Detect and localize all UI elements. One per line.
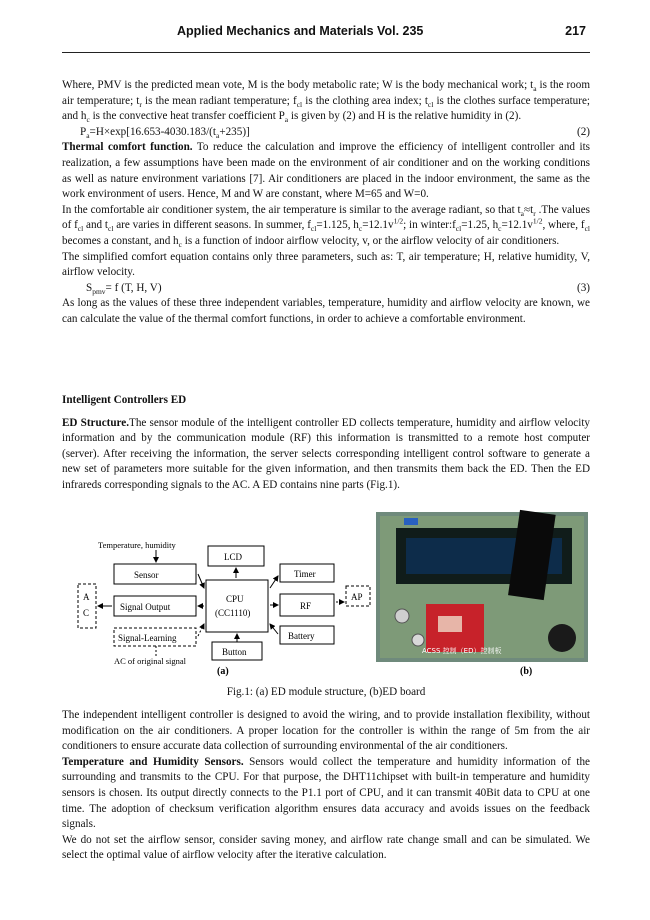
equation-number: (3) <box>577 281 590 294</box>
equation-3: $S_{pmv}= f$ (T, H, V) (3) <box>86 281 590 296</box>
running-header <box>62 22 590 46</box>
paragraph-airflow: We do not set the airflow sensor, consider saving money, and airflow rate change small and can be simulated. We select the optimal value of airflow velocity after the iterative calculation. <box>62 833 590 862</box>
figure-caption: Fig.1: (a) ED module structure, (b)ED board <box>226 686 426 698</box>
equation-2: $P_a=H\times\exp[16.653-4030.183/(t_a+235)]$ (2) <box>80 125 590 140</box>
cpu-label: CPU <box>226 594 244 604</box>
ap-label: AP <box>351 592 363 602</box>
text-block-section <box>62 393 590 494</box>
section-heading: Intelligent Controllers ED <box>62 394 187 406</box>
rf-label: RF <box>300 601 312 611</box>
figure-1 <box>62 508 590 678</box>
figure-diagram <box>62 508 590 678</box>
equation-number: (2) <box>577 125 590 138</box>
paragraph-simplified: The simplified comfort equation contains only three parameters, such as: T, air temperature; H, relative humidity, V, airflow velocity. <box>62 250 590 279</box>
lcd-label: LCD <box>224 552 242 562</box>
journal-title: Applied Mechanics and Materials Vol. 235 <box>177 24 424 38</box>
text-block-top <box>62 78 590 328</box>
ac-c-label: C <box>83 608 90 618</box>
panel-b-label: (b) <box>520 666 533 677</box>
input-label: Temperature, humidity <box>98 540 176 550</box>
paragraph-thermal-comfort: Thermal comfort function. To reduce the calculation and improve the efficiency of intelligent controller and its realization, a few assumptions have been made on the environment of air conditioner and on the working conditions as well as nature environment variations [7]. Air conditioners are placed in the indoor environment, the same as the work environment of users. Hence, M and W are constant, where M=65 and W=0. <box>62 141 590 201</box>
cpu-model-label: (CC1110) <box>215 608 251 618</box>
paragraph-variables: Where, PMV is the predicted mean vote, M is the body metabolic rate; W is the body mechanical work; $t_a$ is the room air temperature; $t_r$ is the mean radiant temperature; $f_{cl}$ is the clothing area index; $t_{cl}$ is the clothes surface temperature; and $h_c$ is the convective heat transfer coefficient $P_a$ is given by (2) and H is the relative humidity in (2). <box>62 79 590 125</box>
sensor-label: Sensor <box>134 570 159 580</box>
ac-label: AC of original signal <box>114 656 187 666</box>
paragraph-comfortable-system: In the comfortable air conditioner system, the air temperature is similar to the average radiant, so that $t_a\approx t_r$ .The values of $f_{cl}$ and $t_{cl}$ are varies in different seasons. In summer, $f_{cl}=1.125$, $h_c=12.1v^{1/2}$; in $winter:f_{cl}=1.25$, $h_c=12.1v^{1/2}$, where, $f_{cl}$ becomes a constant, and $h_c$ is a function of indoor airflow velocity, v, or the airflow velocity of air conditioners. <box>62 203 590 250</box>
cpu-box <box>206 580 268 632</box>
ac-box <box>78 584 96 628</box>
panel-a-label: (a) <box>217 666 229 677</box>
timer-label: Timer <box>294 569 316 579</box>
button-label: Button <box>222 647 247 657</box>
text-block-bottom <box>62 708 590 864</box>
board-caption: ACSS 控制（ED）控制板 <box>422 647 502 655</box>
signal-output-label: Signal Output <box>120 602 171 612</box>
battery-label: Battery <box>288 631 315 641</box>
paragraph-variables-known: As long as the values of these three independent variables, temperature, humidity and airflow velocity are known, we can calculate the value of the thermal comfort functions, in order to achieve a comfortable environment. <box>62 297 590 325</box>
header-rule <box>62 52 590 53</box>
ed-board-photo <box>376 510 588 677</box>
ac-a-label: A <box>83 592 90 602</box>
paragraph-ed-structure: ED Structure.The sensor module of the intelligent controller ED collects temperature, humidity and airflow velocity information and by the communication module (RF) this information is transmitted to a remote host computer (server). After receiving the information, the server selects corresponding intelligent control software to generate a new set of parameters more suitable for the given information, and then transmits them back the ED. Then the ED infrareds corresponding signals to the AC. A ED contains nine parts (Fig.1). <box>62 416 590 491</box>
page-number: 217 <box>565 24 586 38</box>
paragraph-sensors: Temperature and Humidity Sensors. Sensors would collect the temperature and humidity information of the surrounding and transmits to the CPU. For that purpose, the DHT11chipset with built-in temperature and humidity sensors is chosen. Its output directly connects to the P1.1 port of CPU, and it can transmit 40Bit data to CPU at one time. The adoption of checksum verification algorithm ensures data accuracy and avoids issues on the feedback signals. <box>62 755 590 831</box>
signal-learning-label: Signal-Learning <box>118 633 177 643</box>
paragraph-independent-controller: The independent intelligent controller is designed to avoid the wiring, and to provide installation flexibility, without modification on the air conditioners. A proper location for the controller is within the range of 5m from the air conditioners to ensure accurate data collection of surrounding environmental of the air conditioners. <box>62 709 590 753</box>
